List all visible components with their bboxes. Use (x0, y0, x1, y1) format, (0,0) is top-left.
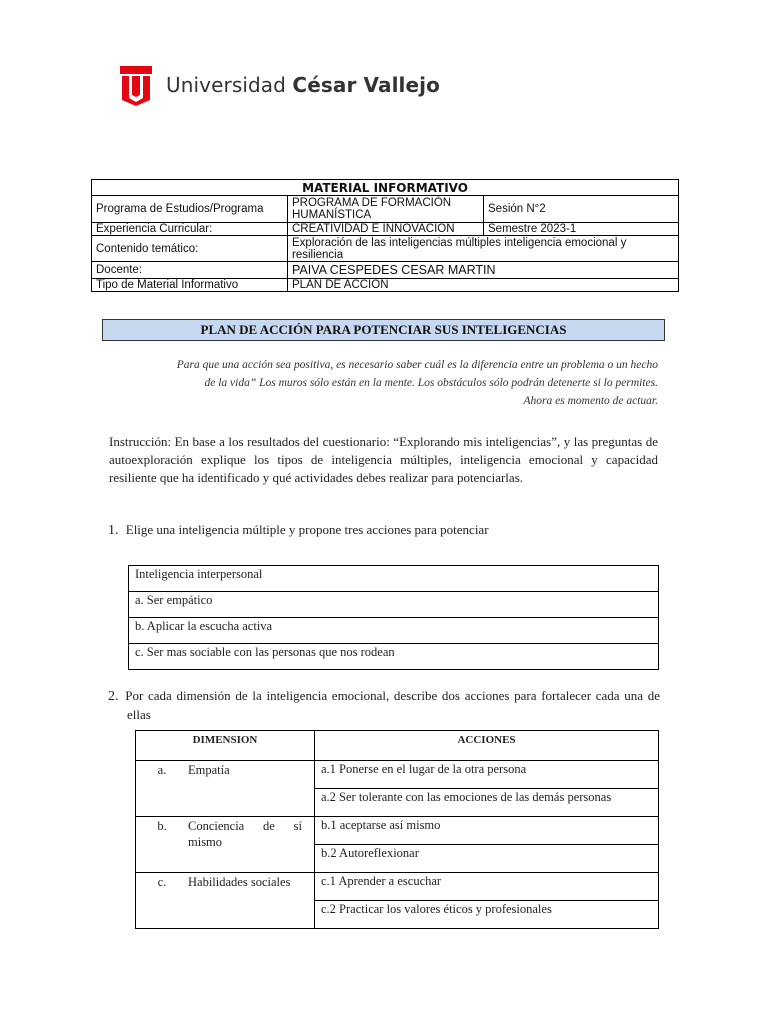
action-cell: a.2 Ser tolerante con las emociones de las demás personas (315, 789, 659, 817)
material-type-value: PLAN DE ACCIÓN (288, 279, 679, 292)
dimension-letter: c. (157, 875, 167, 889)
university-shield-icon (118, 64, 154, 106)
teacher-label: Docente: (92, 262, 288, 279)
course-info-table (91, 179, 679, 292)
quote-line: Ahora es momento de actuar. (523, 395, 658, 407)
material-type-label: Tipo de Material Informativo (92, 279, 288, 292)
session-value: Sesión N°2 (484, 196, 679, 223)
emotional-intelligence-table (135, 730, 659, 929)
quote-line: de la vida” Los muros sólo están en la mente. Los obstáculos sólo podrán detenerte si lo permites. (204, 377, 658, 389)
action-cell: c.1 Aprender a escuchar (315, 873, 659, 901)
motivational-quote (110, 356, 658, 410)
multiple-intelligence-table (128, 565, 659, 670)
teacher-value: PAIVA CESPEDES CESAR MARTIN (288, 262, 679, 279)
material-title: MATERIAL INFORMATIVO (92, 180, 679, 196)
question-1-number: 1. (108, 523, 119, 538)
semester-value: Semestre 2023-1 (484, 223, 679, 236)
program-value: PROGRAMA DE FORMACIÓN HUMANÍSTICA (288, 196, 484, 223)
dimension-label: Empatía (188, 763, 230, 777)
question-2 (108, 687, 660, 724)
course-label: Experiencia Curricular: (92, 223, 288, 236)
actions-header: ACCIONES (315, 731, 659, 761)
topic-value: Exploración de las inteligencias múltiples inteligencia emocional y resiliencia (288, 236, 679, 262)
intelligence-name-cell: Inteligencia interpersonal (129, 566, 659, 592)
question-1 (108, 521, 668, 540)
plan-heading: PLAN DE ACCIÓN PARA POTENCIAR SUS INTELIGENCIAS (102, 319, 665, 341)
question-2-text: Por cada dimensión de la inteligencia emocional, describe dos acciones para fortalecer cada una de ellas (125, 688, 661, 722)
action-cell: b.2 Autoreflexionar (315, 845, 659, 873)
action-cell: b.1 aceptarse así mismo (315, 817, 659, 845)
dimension-header: DIMENSION (136, 731, 315, 761)
question-2-number: 2. (108, 689, 119, 704)
dimension-cell (136, 761, 315, 817)
dimension-label: Conciencia de sí mismo (188, 819, 302, 849)
action-cell: a.1 Ponerse en el lugar de la otra persona (315, 761, 659, 789)
dimension-letter: b. (157, 819, 167, 833)
question-1-text: Elige una inteligencia múltiple y propone tres acciones para potenciar (125, 522, 489, 537)
dimension-label: Habilidades sociales (188, 875, 291, 889)
university-logo (118, 64, 440, 106)
action-cell: c. Ser mas sociable con las personas que nos rodean (129, 644, 659, 670)
quote-line: Para que una acción sea positiva, es necesario saber cuál es la diferencia entre un problema o un hecho (176, 359, 658, 371)
university-name: Universidad César Vallejo (166, 73, 440, 97)
dimension-cell (136, 873, 315, 929)
course-value: CREATIVIDAD E INNOVACIÓN (288, 223, 484, 236)
topic-label: Contenido temático: (92, 236, 288, 262)
instruction-paragraph: Instrucción: En base a los resultados del cuestionario: “Explorando mis inteligencias”, y las preguntas de autoexploración explique los tipos de inteligencia múltiples, inteligencia emocional y capacidad resiliente que ha identificado y qué actividades debes realizar para potenciarlas. (109, 434, 658, 485)
dimension-cell (136, 817, 315, 873)
action-cell: a. Ser empático (129, 592, 659, 618)
dimension-letter: a. (157, 763, 167, 777)
program-label: Programa de Estudios/Programa (92, 196, 288, 223)
action-cell: c.2 Practicar los valores éticos y profesionales (315, 901, 659, 929)
action-cell: b. Aplicar la escucha activa (129, 618, 659, 644)
